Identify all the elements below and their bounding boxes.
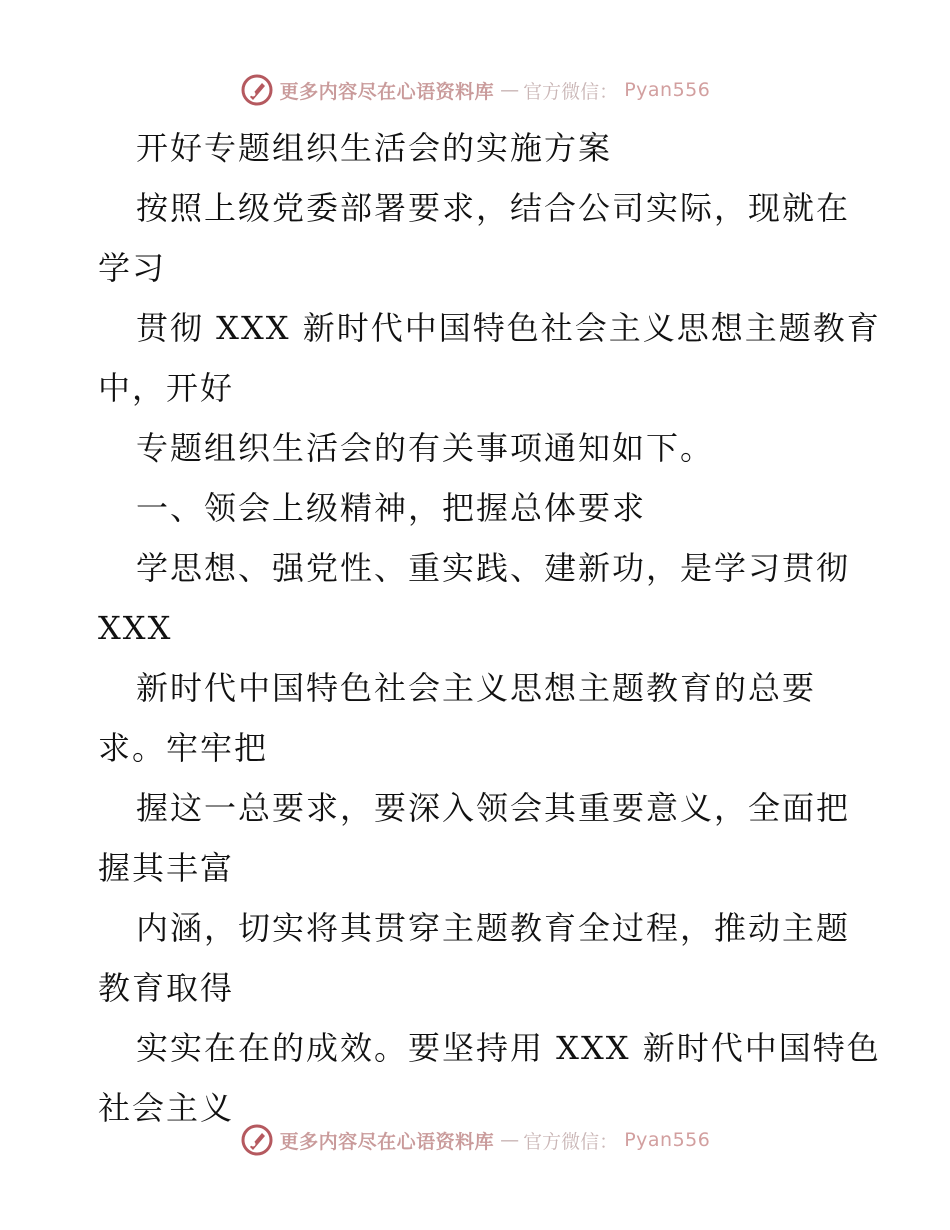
watermark-dash: —: [500, 79, 518, 101]
footer-watermark: [0, 1118, 950, 1162]
text-line: 握这一总要求，要深入领会其重要意义，全面把: [136, 789, 851, 827]
watermark-label: 官方微信：: [523, 80, 619, 103]
text-line: 贯彻 XXX 新时代中国特色社会主义思想主题教育: [136, 309, 881, 347]
document-body: [98, 118, 881, 1138]
text-line: 内涵，切实将其贯穿主题教育全过程，推动主题: [136, 909, 851, 947]
text-line: 实实在在的成效。要坚持用 XXX 新时代中国特色: [136, 1029, 881, 1067]
text-line: 按照上级党委部署要求，结合公司实际，现就在: [136, 189, 851, 227]
watermark-wechat-id: Pyan556: [624, 79, 711, 101]
text-line: 新时代中国特色社会主义思想主题教育的总要: [136, 669, 817, 707]
text-line: 社会主义: [98, 1089, 235, 1127]
text-line: 握其丰富: [98, 849, 235, 887]
watermark-dash: —: [500, 1129, 518, 1151]
text-line: 开好专题组织生活会的实施方案: [136, 129, 613, 167]
text-line: 学思想、强党性、重实践、建新功，是学习贯彻: [136, 549, 851, 587]
text-line: XXX: [98, 609, 173, 647]
text-line: 专题组织生活会的有关事项通知如下。: [136, 429, 715, 467]
text-line: 中，开好: [98, 369, 235, 407]
pen-logo-icon: [240, 73, 274, 107]
watermark-wechat-id: Pyan556: [624, 1129, 711, 1151]
text-line: 教育取得: [98, 969, 235, 1007]
watermark-brand: 更多内容尽在心语资料库: [279, 80, 495, 103]
pen-logo-icon: [240, 1123, 274, 1157]
watermark-brand: 更多内容尽在心语资料库: [279, 1130, 495, 1153]
header-watermark: [0, 68, 950, 112]
watermark-label: 官方微信：: [523, 1130, 619, 1153]
text-line: 求。牢牢把: [98, 729, 269, 767]
text-line: 学习: [98, 249, 167, 287]
text-line: 一、领会上级精神，把握总体要求: [136, 489, 647, 527]
